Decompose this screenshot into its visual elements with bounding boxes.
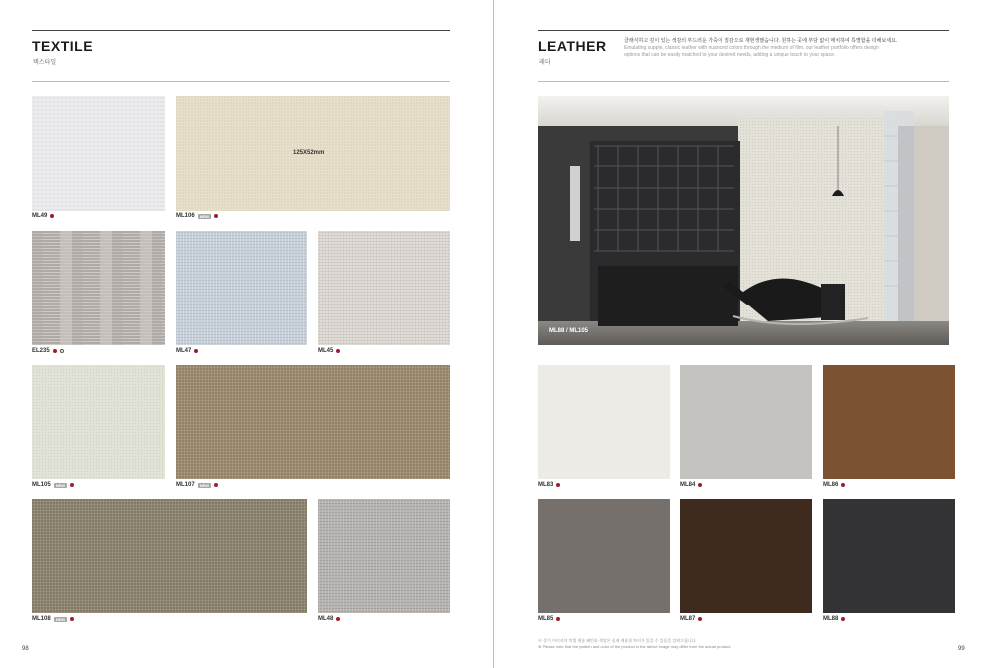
swatch-ml108 [32,499,307,613]
swatch-caption [680,616,702,622]
swatch-ml45 [318,231,450,345]
right-page [494,0,988,668]
swatch-ml87 [680,499,812,613]
swatch-code: ML86 [823,482,839,488]
swatch-ml106 [176,96,450,211]
swatch-ml83 [538,365,670,479]
red-dot-icon [841,617,845,621]
red-dot-icon [50,214,54,218]
description-korean: 클래식하고 깊이 있는 색감의 부드러운 가죽이 질감으로 재현생했습니다. 원하는 곳에 부담 없이 매치하여 특별함을 더해보세요. [624,38,898,44]
swatch-code: EL235 [32,348,50,354]
disclaimer-korean: ※ 상기 이미지의 컨셉 제품 패턴과 색상은 실제 제품과 차이가 있을 수 있음을 알려드립니다. [538,638,697,643]
disclaimer-note [538,638,938,650]
section-title: TEXTILE [32,38,94,54]
swatch-ml84 [680,365,812,479]
swatch-code: ML106 [176,213,195,219]
photo-caption: ML88 / ML105 [549,328,589,334]
swatch-caption [32,348,64,354]
swatch-ml88 [823,499,955,613]
new-badge: NEW [199,213,210,219]
swatch-code: ML48 [318,616,334,622]
swatch-code: ML84 [680,482,696,488]
section-title: LEATHER [538,38,607,54]
swatch-caption [32,482,74,488]
swatch-ml105 [32,365,165,479]
red-dot-icon [70,617,74,621]
swatch-caption [538,616,560,622]
red-dot-icon [698,483,702,487]
texture-pattern [32,231,165,345]
swatch-caption [176,482,218,488]
red-dot-icon [698,617,702,621]
red-dot-icon [841,483,845,487]
swatch-el235 [32,231,165,345]
texture-pattern [176,365,450,479]
divider-rule [538,81,949,82]
texture-pattern [176,231,307,345]
red-dot-icon [556,617,560,621]
texture-pattern [32,499,307,613]
swatch-caption [32,213,54,219]
description-english-line-1: Emulating supple, classic leather with nuanced colors through the medium of film, our leather portfolio offers design [624,45,879,51]
swatch-code: ML47 [176,348,192,354]
size-label: 125X52mm [293,150,325,156]
swatch-code: ML83 [538,482,554,488]
page-number: 99 [958,646,965,652]
divider-rule [32,81,450,82]
swatch-caption [538,482,560,488]
page-number: 98 [22,646,29,652]
swatch-code: ML108 [32,616,51,622]
swatch-caption [318,616,340,622]
top-rule [538,30,949,31]
swatch-code: ML88 [823,616,839,622]
description-english-line-2: options that can be easily matched to your desired needs, adding a unique touch to your space. [624,52,836,58]
swatch-caption [176,348,198,354]
interior-photo [538,96,949,345]
swatch-caption [680,482,702,488]
swatch-caption [823,616,845,622]
new-badge: NEW [55,482,66,488]
swatch-ml48 [318,499,450,613]
swatch-code: ML85 [538,616,554,622]
section-subtitle: 레더 [539,60,551,66]
texture-pattern [318,231,450,345]
disclaimer-english: ※ Please note that the pattern and color of the product in the above image may differ from the actual product. [538,644,732,649]
new-badge: NEW [55,616,66,622]
red-dot-icon [336,617,340,621]
top-rule [32,30,450,31]
texture-pattern [32,96,165,211]
swatch-ml107 [176,365,450,479]
swatch-caption [318,348,340,354]
swatch-ml86 [823,365,955,479]
swatch-code: ML107 [176,482,195,488]
section-description [624,38,949,59]
swatch-ml85 [538,499,670,613]
swatch-caption [176,213,218,219]
red-dot-icon [214,483,218,487]
swatch-ml47 [176,231,307,345]
red-dot-icon [194,349,198,353]
interior-illustration [538,96,949,345]
swatch-code: ML105 [32,482,51,488]
red-dot-icon [53,349,57,353]
circle-outline-icon [60,349,64,353]
swatch-code: ML45 [318,348,334,354]
red-dot-icon [336,349,340,353]
section-subtitle: 텍스타일 [33,60,57,66]
new-badge: NEW [199,482,210,488]
swatch-caption [823,482,845,488]
red-dot-icon [556,483,560,487]
swatch-ml49 [32,96,165,211]
swatch-code: ML87 [680,616,696,622]
texture-pattern [32,365,165,479]
red-dot-icon [70,483,74,487]
swatch-code: ML49 [32,213,48,219]
swatch-caption [32,616,74,622]
red-dot-icon [214,214,218,218]
texture-pattern [318,499,450,613]
